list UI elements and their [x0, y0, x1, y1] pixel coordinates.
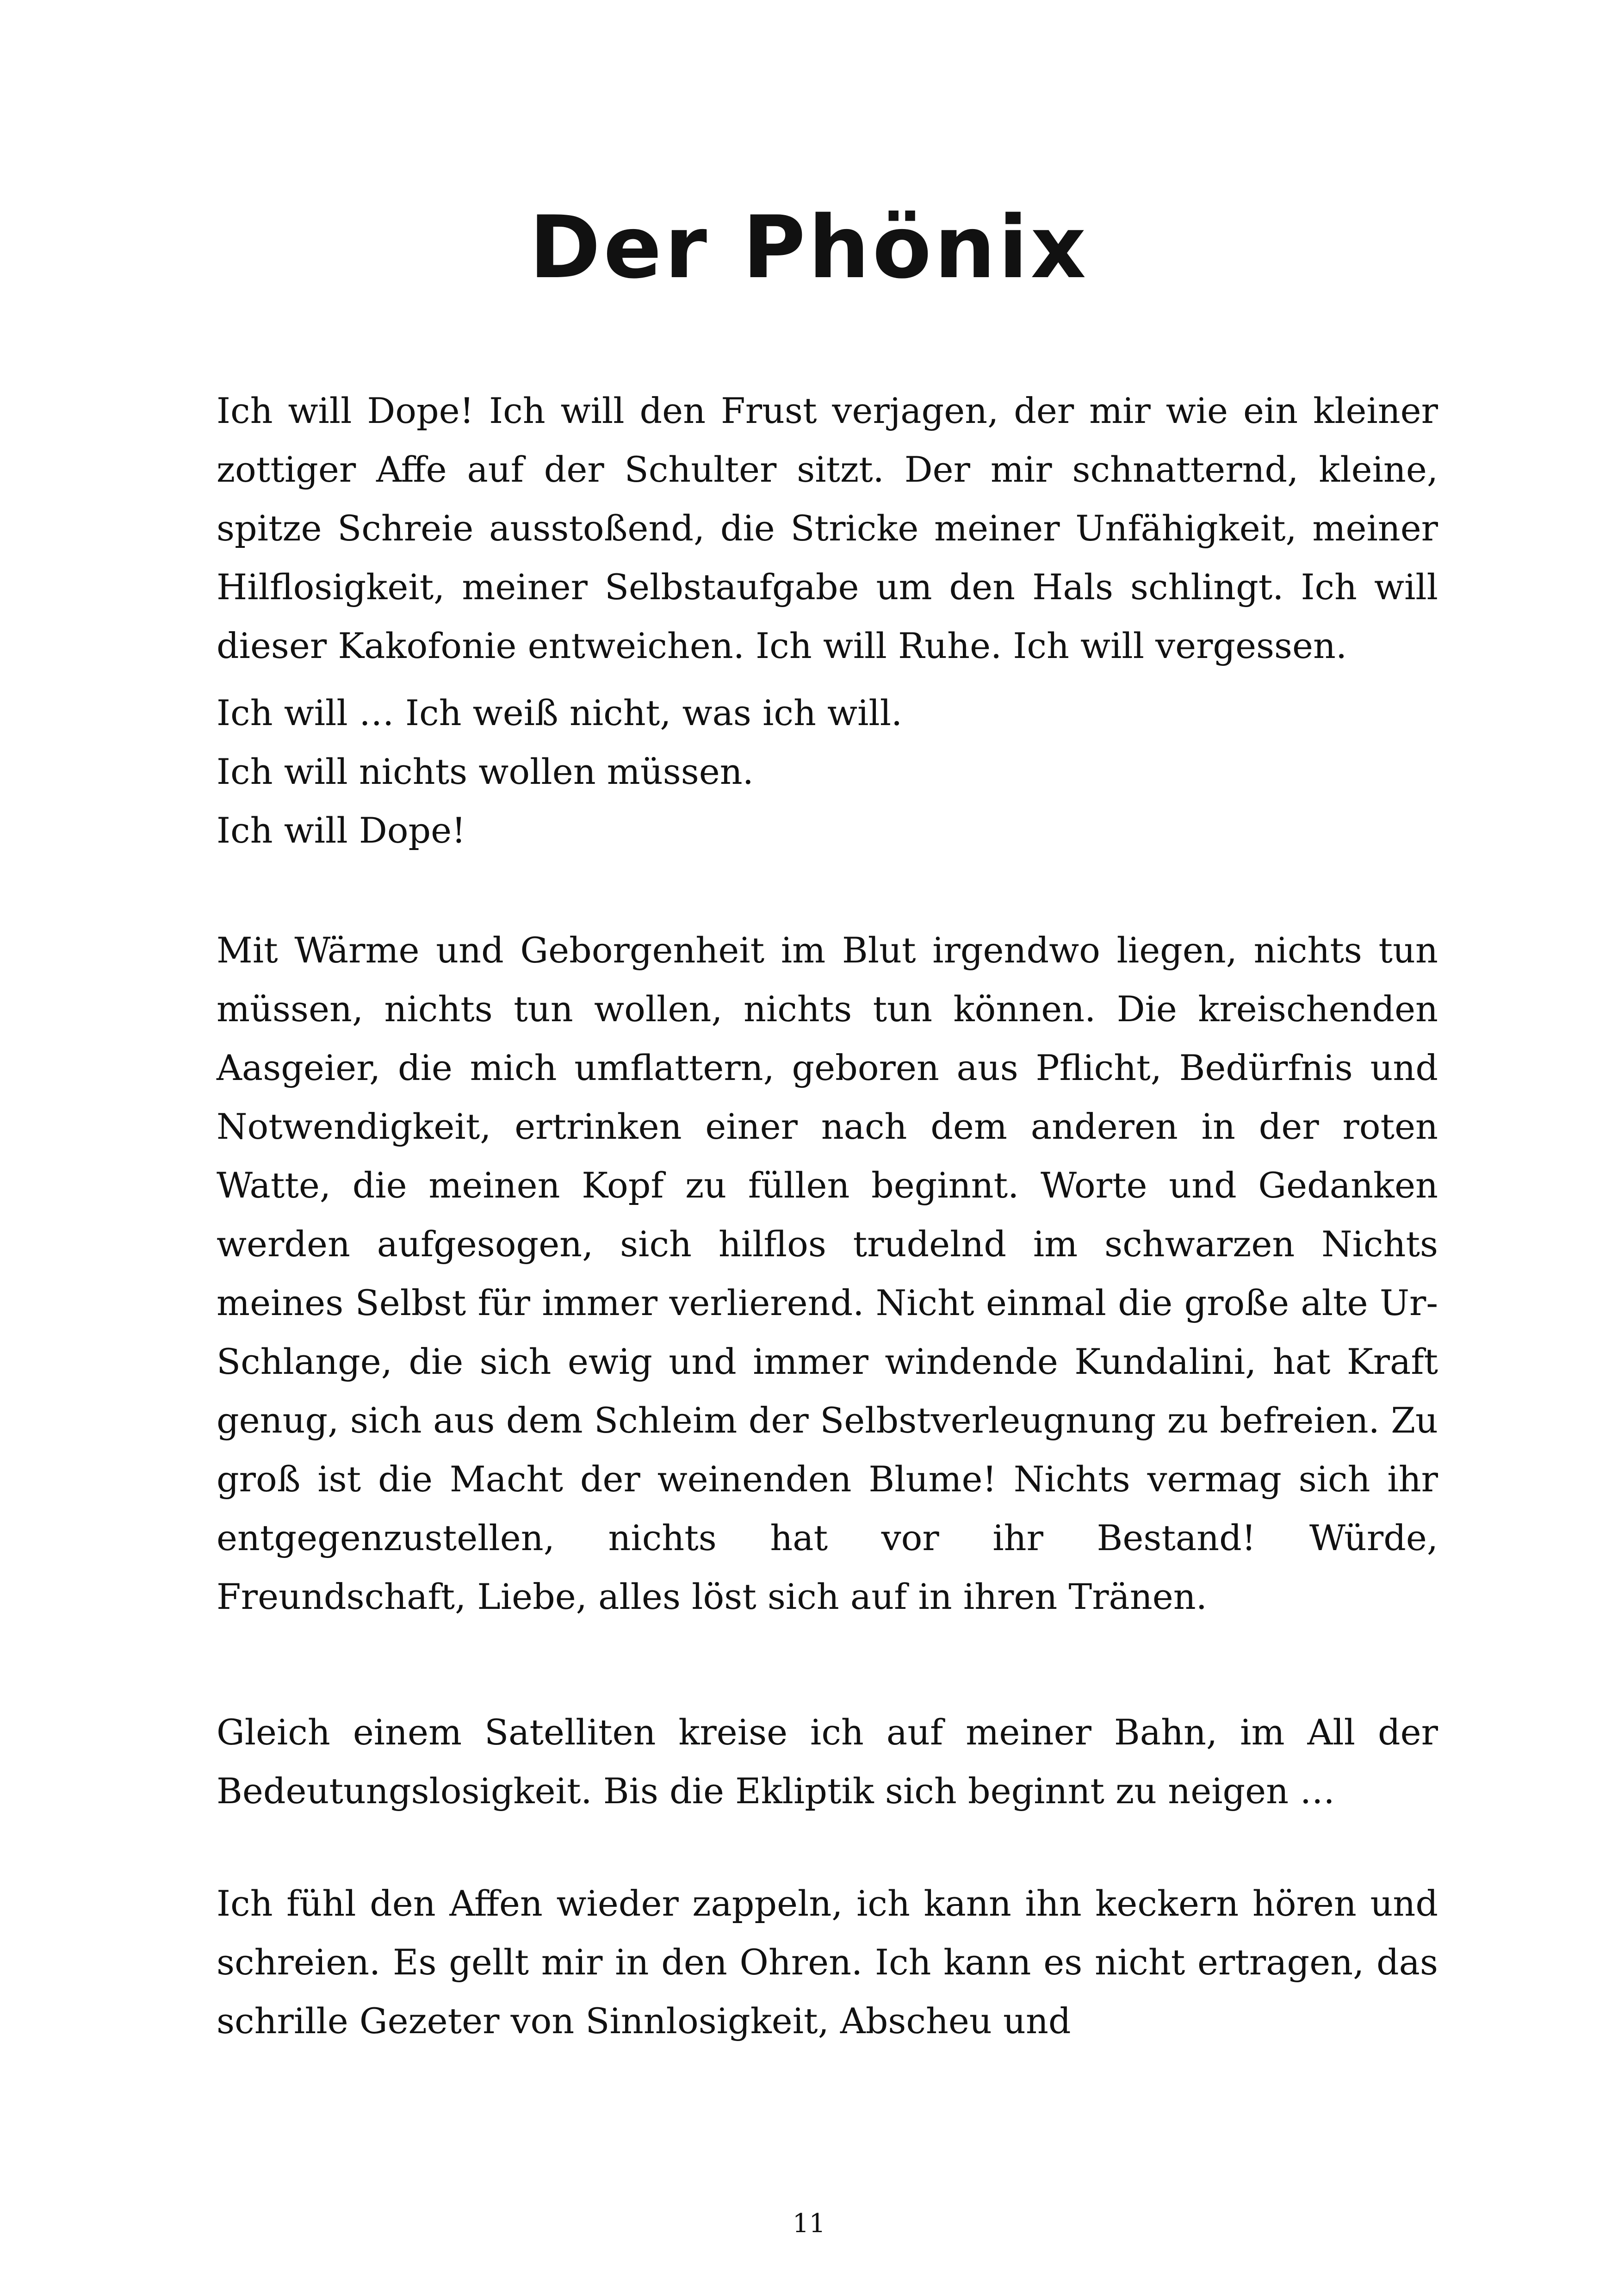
paragraph-2 — [217, 683, 1438, 860]
paragraph-1: Ich will Dope! Ich will den Frust verjagen, der mir wie ein kleiner zottiger Affe auf der Schulter sitzt. Der mir schnatternd, kleine, spitze Schreie ausstoßend, die Stricke meiner Unfähigkeit, meiner Hilflosigkeit, meiner Selbstaufgabe um den Hals schlingt. Ich will dieser Kakofonie entweichen. Ich will Ruhe. Ich will vergessen. — [217, 390, 1438, 666]
chapter-title: Der Phönix — [529, 197, 1089, 298]
paragraph-3: Mit Wärme und Geborgenheit im Blut irgendwo liegen, nichts tun müssen, nichts tun wollen, nichts tun können. Die kreischenden Aasgeier, die mich umflattern, geboren aus Pflicht, Bedürfnis und Notwendigkeit, ertrinken einer nach dem anderen in der roten Watte, die meinen Kopf zu füllen beginnt. Worte und Gedanken werden aufgesogen, sich hilflos trudelnd im schwarzen Nichts meines Selbst für immer verlierend. Nicht einmal die große alte Ur-Schlange, die sich ewig und immer windende Kundalini, hat Kraft genug, sich aus dem Schleim der Selbstverleugnung zu befreien. Zu groß ist die Macht der weinenden Blume! Nichts vermag sich ihr entgegenzustellen, nichts hat vor ihr Bestand! Würde, Freundschaft, Liebe, alles löst sich auf in ihren Tränen. — [217, 930, 1438, 1617]
paragraph-2-line-3: Ich will Dope! — [217, 810, 466, 851]
paragraph-2-line-2: Ich will nichts wollen müssen. — [217, 751, 754, 792]
paragraph-2-line-1: Ich will … Ich weiß nicht, was ich will. — [217, 692, 903, 733]
paragraph-5: Ich fühl den Affen wieder zappeln, ich kann ihn keckern hören und schreien. Es gellt mir in den Ohren. Ich kann es nicht ertragen, das schrille Gezeter von Sinnlosigkeit, Abscheu und — [217, 1883, 1438, 2042]
paragraph-4: Gleich einem Satelliten kreise ich auf meiner Bahn, im All der Bedeutungslosigkeit. Bis die Ekliptik sich beginnt zu neigen … — [217, 1712, 1438, 1812]
page-number: 11 — [792, 2209, 826, 2239]
